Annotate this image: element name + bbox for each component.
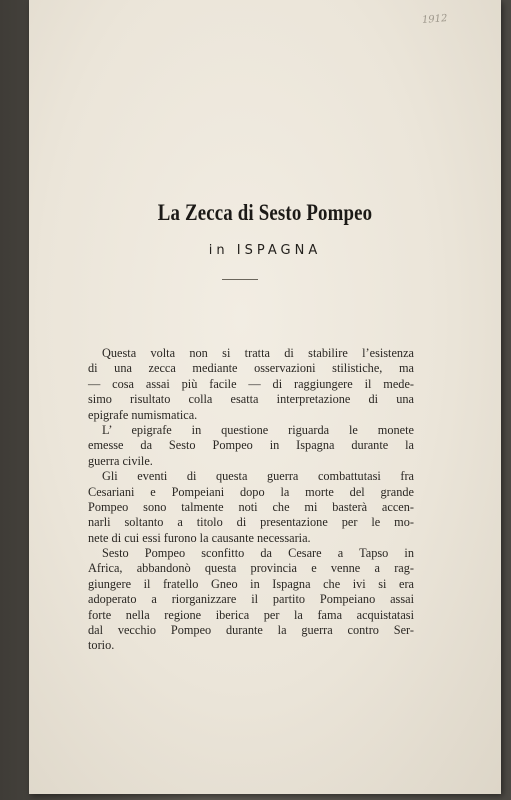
document-subtitle: in ISPAGNA: [208, 243, 322, 258]
text-line: — cosa assai più facile — di raggiungere il mede-: [88, 376, 414, 391]
text-line: emesse da Sesto Pompeo in Ispagna durante la: [88, 438, 414, 453]
text-line: L’ epigrafe in questione riguarda le monete: [102, 422, 414, 437]
text-line: giungere il fratello Gneo in Ispagna che ivi si era: [88, 576, 414, 591]
text-line: adoperato a riorganizzare il partito Pompeiano assai: [88, 592, 414, 607]
text-line: nete di cui essi furono la causante necessaria.: [88, 530, 311, 545]
text-line: Pompeo sono talmente noti che mi basterà accen-: [88, 499, 414, 514]
text-line: Questa volta non si tratta di stabilire l’esistenza: [102, 346, 414, 360]
text-line: narli soltanto a titolo di presentazione per le mo-: [88, 515, 414, 530]
document-title: La Zecca di Sesto Pompeo: [157, 200, 373, 225]
text-line: forte nella regione iberica per la fama acquistatasi: [88, 607, 414, 622]
text-line: Cesariani e Pompeiani dopo la morte del grande: [88, 484, 414, 499]
text-line: Gli eventi di questa guerra combattutasi fra: [102, 469, 414, 484]
text-line: guerra civile.: [88, 453, 153, 468]
text-line: simo risultato colla esatta interpretazione di una: [88, 392, 414, 407]
text-line: Africa, abbandonò questa provincia e venne a rag-: [88, 561, 414, 576]
handwritten-year-note: 1912: [421, 13, 448, 26]
text-line: epigrafe numismatica.: [88, 407, 198, 422]
text-line: torio.: [88, 638, 115, 653]
text-line: Sesto Pompeo sconfitto da Cesare a Tapso in: [102, 546, 414, 561]
document-page: [29, 0, 501, 794]
text-line: di una zecca mediante osservazioni stilistiche, ma: [88, 361, 414, 376]
text-line: dal vecchio Pompeo durante la guerra contro Ser-: [88, 623, 414, 638]
body-text: [88, 346, 414, 654]
title-divider-rule: [222, 279, 258, 280]
